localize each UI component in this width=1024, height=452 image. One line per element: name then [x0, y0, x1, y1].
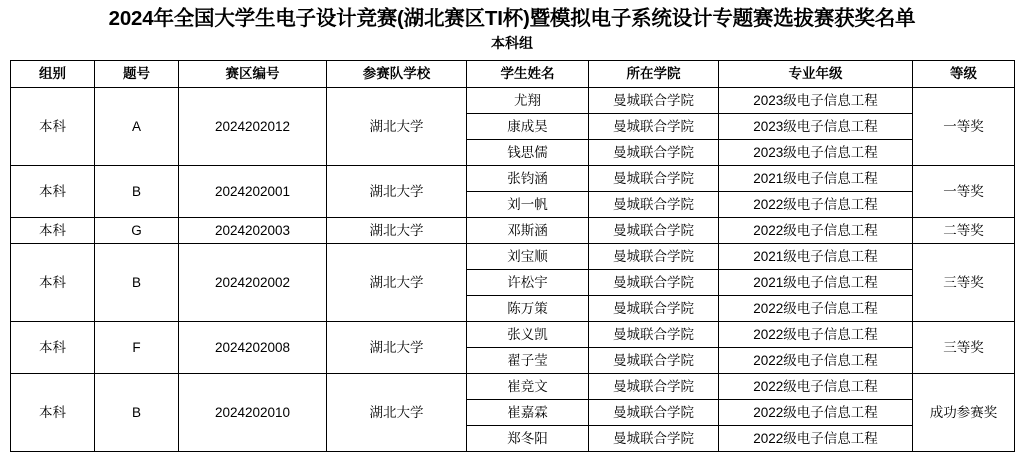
code-cell: 2024202001: [179, 166, 327, 218]
table-row: [11, 88, 1015, 114]
major-cell: 2023级电子信息工程: [719, 140, 913, 166]
major-cell: 2022级电子信息工程: [719, 348, 913, 374]
column-header-school: 参赛队学校: [327, 61, 467, 88]
college-cell: 曼城联合学院: [589, 192, 719, 218]
major-cell: 2021级电子信息工程: [719, 270, 913, 296]
group-cell: 本科: [11, 244, 95, 322]
college-cell: 曼城联合学院: [589, 114, 719, 140]
column-header-group: 组别: [11, 61, 95, 88]
group-cell: 本科: [11, 322, 95, 374]
table-body: [11, 88, 1015, 452]
table-row: [11, 374, 1015, 400]
student-name-cell: 刘一帆: [467, 192, 589, 218]
college-cell: 曼城联合学院: [589, 296, 719, 322]
problem-cell: G: [95, 218, 179, 244]
student-name-cell: 翟子莹: [467, 348, 589, 374]
major-cell: 2022级电子信息工程: [719, 400, 913, 426]
school-cell: 湖北大学: [327, 166, 467, 218]
problem-cell: A: [95, 88, 179, 166]
school-cell: 湖北大学: [327, 322, 467, 374]
school-cell: 湖北大学: [327, 218, 467, 244]
student-name-cell: 邓斯涵: [467, 218, 589, 244]
college-cell: 曼城联合学院: [589, 244, 719, 270]
award-level-cell: 一等奖: [913, 166, 1015, 218]
award-level-cell: 二等奖: [913, 218, 1015, 244]
school-cell: 湖北大学: [327, 88, 467, 166]
major-cell: 2022级电子信息工程: [719, 322, 913, 348]
code-cell: 2024202010: [179, 374, 327, 452]
award-level-cell: 成功参赛奖: [913, 374, 1015, 452]
award-level-cell: 三等奖: [913, 244, 1015, 322]
award-level-cell: 三等奖: [913, 322, 1015, 374]
college-cell: 曼城联合学院: [589, 270, 719, 296]
college-cell: 曼城联合学院: [589, 88, 719, 114]
college-cell: 曼城联合学院: [589, 166, 719, 192]
award-list-table: [10, 60, 1015, 452]
table-header-row: [11, 61, 1015, 88]
column-header-problem: 题号: [95, 61, 179, 88]
problem-cell: B: [95, 374, 179, 452]
major-cell: 2022级电子信息工程: [719, 192, 913, 218]
major-cell: 2022级电子信息工程: [719, 296, 913, 322]
code-cell: 2024202003: [179, 218, 327, 244]
column-header-level: 等级: [913, 61, 1015, 88]
problem-cell: F: [95, 322, 179, 374]
school-cell: 湖北大学: [327, 374, 467, 452]
major-cell: 2021级电子信息工程: [719, 244, 913, 270]
problem-cell: B: [95, 166, 179, 218]
college-cell: 曼城联合学院: [589, 400, 719, 426]
college-cell: 曼城联合学院: [589, 218, 719, 244]
student-name-cell: 张义凯: [467, 322, 589, 348]
column-header-major: 专业年级: [719, 61, 913, 88]
code-cell: 2024202012: [179, 88, 327, 166]
college-cell: 曼城联合学院: [589, 374, 719, 400]
college-cell: 曼城联合学院: [589, 322, 719, 348]
page-subtitle: 本科组: [491, 35, 533, 51]
student-name-cell: 许松宇: [467, 270, 589, 296]
student-name-cell: 郑冬阳: [467, 426, 589, 452]
column-header-code: 赛区编号: [179, 61, 327, 88]
problem-cell: B: [95, 244, 179, 322]
group-cell: 本科: [11, 218, 95, 244]
table-row: [11, 166, 1015, 192]
student-name-cell: 钱思儒: [467, 140, 589, 166]
column-header-college: 所在学院: [589, 61, 719, 88]
page-title: 2024年全国大学生电子设计竞赛(湖北赛区TI杯)暨模拟电子系统设计专题赛选拔赛获奖名单: [108, 7, 916, 30]
major-cell: 2022级电子信息工程: [719, 426, 913, 452]
school-cell: 湖北大学: [327, 244, 467, 322]
major-cell: 2022级电子信息工程: [719, 374, 913, 400]
student-name-cell: 崔竞文: [467, 374, 589, 400]
group-cell: 本科: [11, 374, 95, 452]
table-row: [11, 322, 1015, 348]
college-cell: 曼城联合学院: [589, 426, 719, 452]
college-cell: 曼城联合学院: [589, 140, 719, 166]
group-cell: 本科: [11, 88, 95, 166]
major-cell: 2023级电子信息工程: [719, 114, 913, 140]
student-name-cell: 尤翔: [467, 88, 589, 114]
column-header-student: 学生姓名: [467, 61, 589, 88]
group-cell: 本科: [11, 166, 95, 218]
table-row: [11, 218, 1015, 244]
major-cell: 2023级电子信息工程: [719, 88, 913, 114]
table-header: [11, 61, 1015, 88]
major-cell: 2022级电子信息工程: [719, 218, 913, 244]
student-name-cell: 康成昊: [467, 114, 589, 140]
student-name-cell: 崔嘉霖: [467, 400, 589, 426]
table-row: [11, 244, 1015, 270]
award-level-cell: 一等奖: [913, 88, 1015, 166]
student-name-cell: 张钧涵: [467, 166, 589, 192]
student-name-cell: 刘宝顺: [467, 244, 589, 270]
student-name-cell: 陈万策: [467, 296, 589, 322]
college-cell: 曼城联合学院: [589, 348, 719, 374]
code-cell: 2024202008: [179, 322, 327, 374]
code-cell: 2024202002: [179, 244, 327, 322]
major-cell: 2021级电子信息工程: [719, 166, 913, 192]
